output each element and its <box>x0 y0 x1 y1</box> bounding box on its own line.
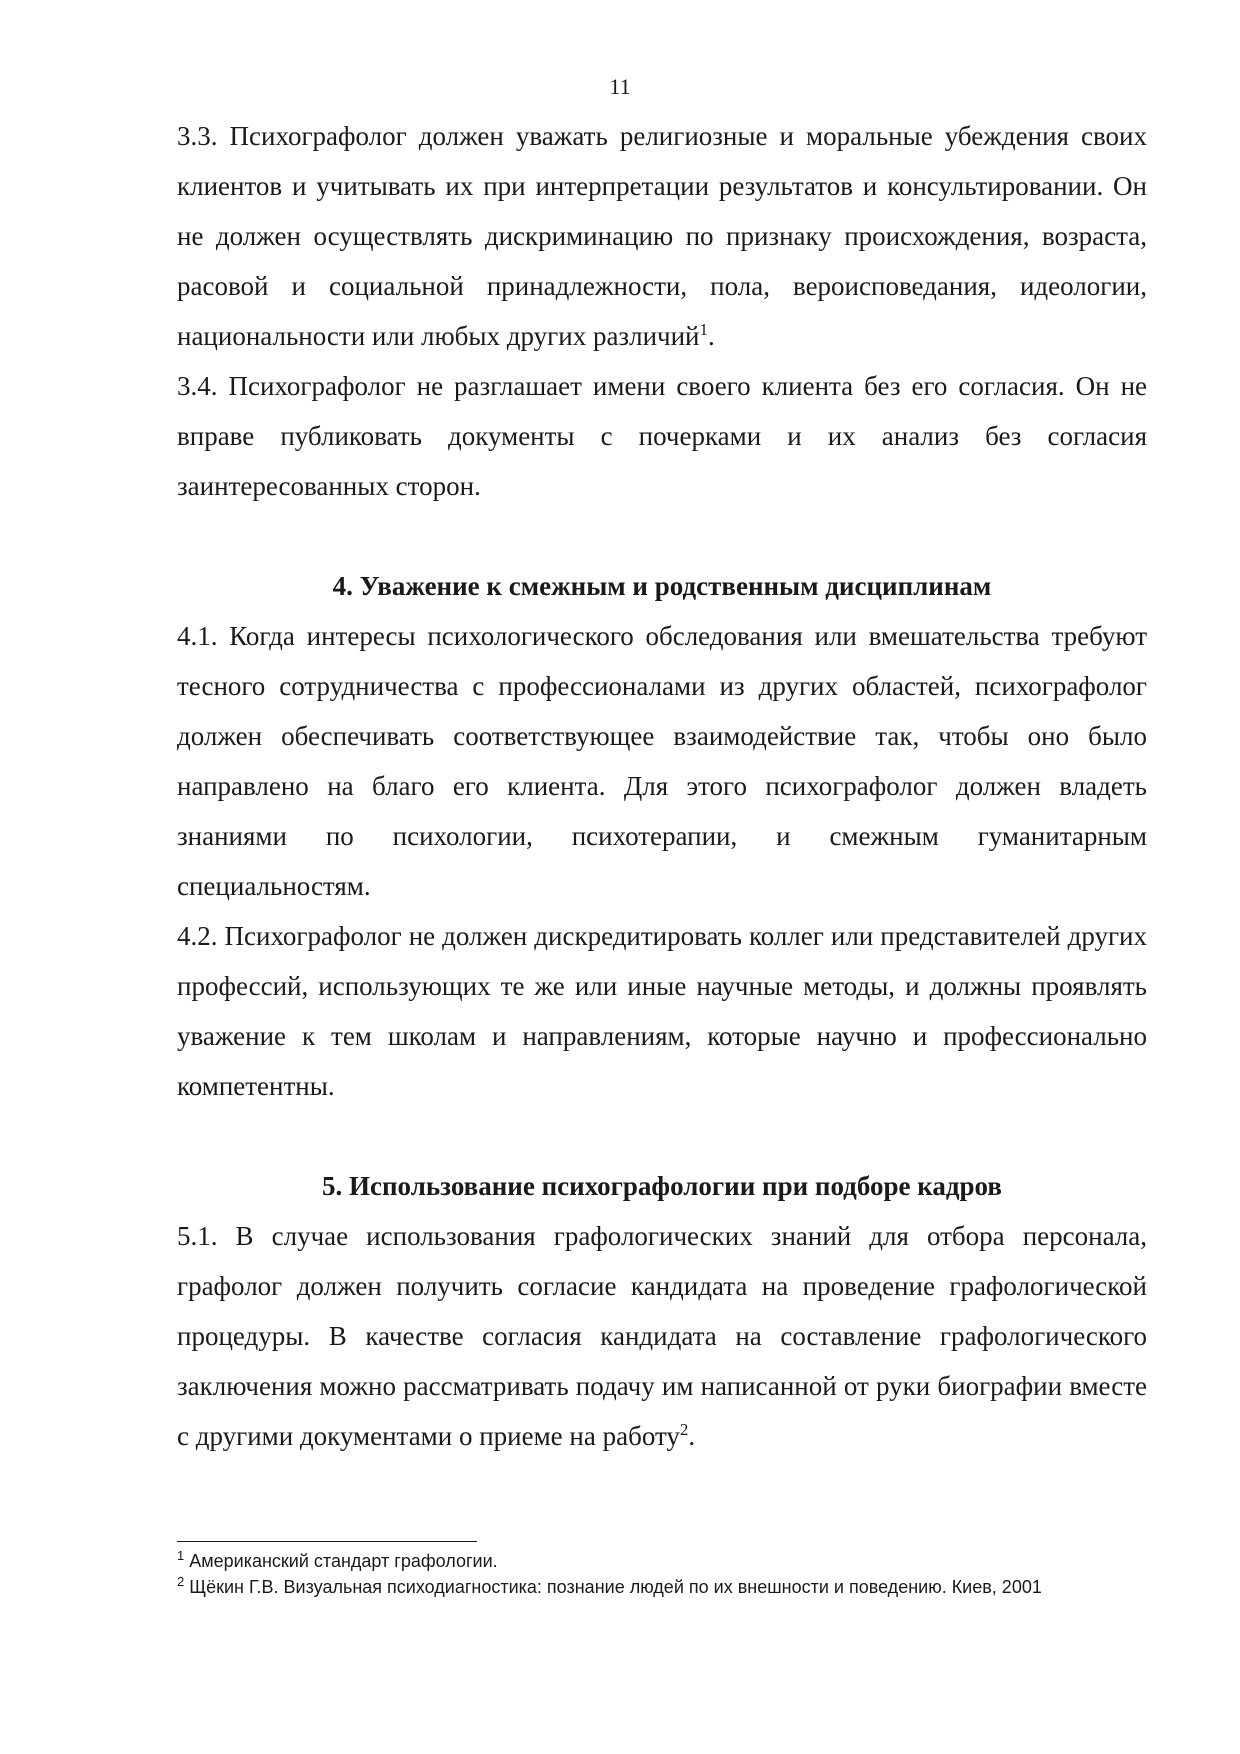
paragraph-4-1: 4.1. Когда интересы психологического обследования или вмешательства требуют тесного сотрудничества с профессионалами из других областей, психографолог должен обеспечивать соответствующее взаимодействие так, чтобы оно было направлено на благо его клиента. Для этого психографолог должен владеть знаниями по психологии, психотерапии, и смежным гуманитарным специальностям. <box>177 621 1147 901</box>
paragraph-4-2: 4.2. Психографолог не должен дискредитировать коллег или представителей других профессий, использующих те же или иные научные методы, и должны проявлять уважение к тем школам и направлениям, которые научно и профессионально компетентны. <box>177 921 1147 1101</box>
section-gap <box>177 1111 1147 1161</box>
paragraph-3-3 <box>177 111 1147 361</box>
footnote-number-2: 2 <box>177 1574 185 1589</box>
section-5-heading: 5. Использование психографологии при подборе кадров <box>322 1171 1002 1201</box>
paragraph-3-3-tail: . <box>708 321 715 351</box>
footnote-2 <box>177 1574 1147 1600</box>
paragraph-5-1-text: 5.1. В случае использования графологических знаний для отбора персонала, графолог должен получить согласие кандидата на проведение графологической процедуры. В качестве согласия кандидата на составление графологического заключения можно рассматривать подачу им написанной от руки биографии вместе с другими документами о приеме на работу <box>177 1221 1147 1451</box>
paragraph-3-3-text: 3.3. Психографолог должен уважать религиозные и моральные убеждения своих клиентов и учитывать их при интерпретации результатов и консультировании. Он не должен осуществлять дискриминацию по признаку происхождения, возраста, расовой и социальной принадлежности, пола, вероисповедания, идеологии, национальности или любых других различий <box>177 121 1147 351</box>
paragraph-3-4: 3.4. Психографолог не разглашает имени своего клиента без его согласия. Он не вправе публиковать документы с почерками и их анализ без согласия заинтересованных сторон. <box>177 371 1147 501</box>
footnote-text-2: Щёкин Г.В. Визуальная психодиагностика: познание людей по их внешности и поведению. Киев, 2001 <box>184 1577 1042 1597</box>
paragraph-5-1 <box>177 1211 1147 1461</box>
footnote-number-1: 1 <box>177 1548 185 1563</box>
footnote-separator <box>177 1541 477 1542</box>
page-body <box>177 111 1147 1461</box>
footnotes <box>177 1541 1147 1600</box>
footnote-ref-1[interactable]: 1 <box>699 320 708 339</box>
footnote-1 <box>177 1548 1147 1574</box>
paragraph-5-1-tail: . <box>688 1421 696 1451</box>
section-gap <box>177 511 1147 561</box>
footnote-text-1: Американский стандарт графологии. <box>184 1551 498 1571</box>
page-number: 11 <box>609 74 631 99</box>
footnote-ref-2[interactable]: 2 <box>679 1420 689 1439</box>
section-4-heading: 4. Уважение к смежным и родственным дисциплинам <box>332 571 992 601</box>
